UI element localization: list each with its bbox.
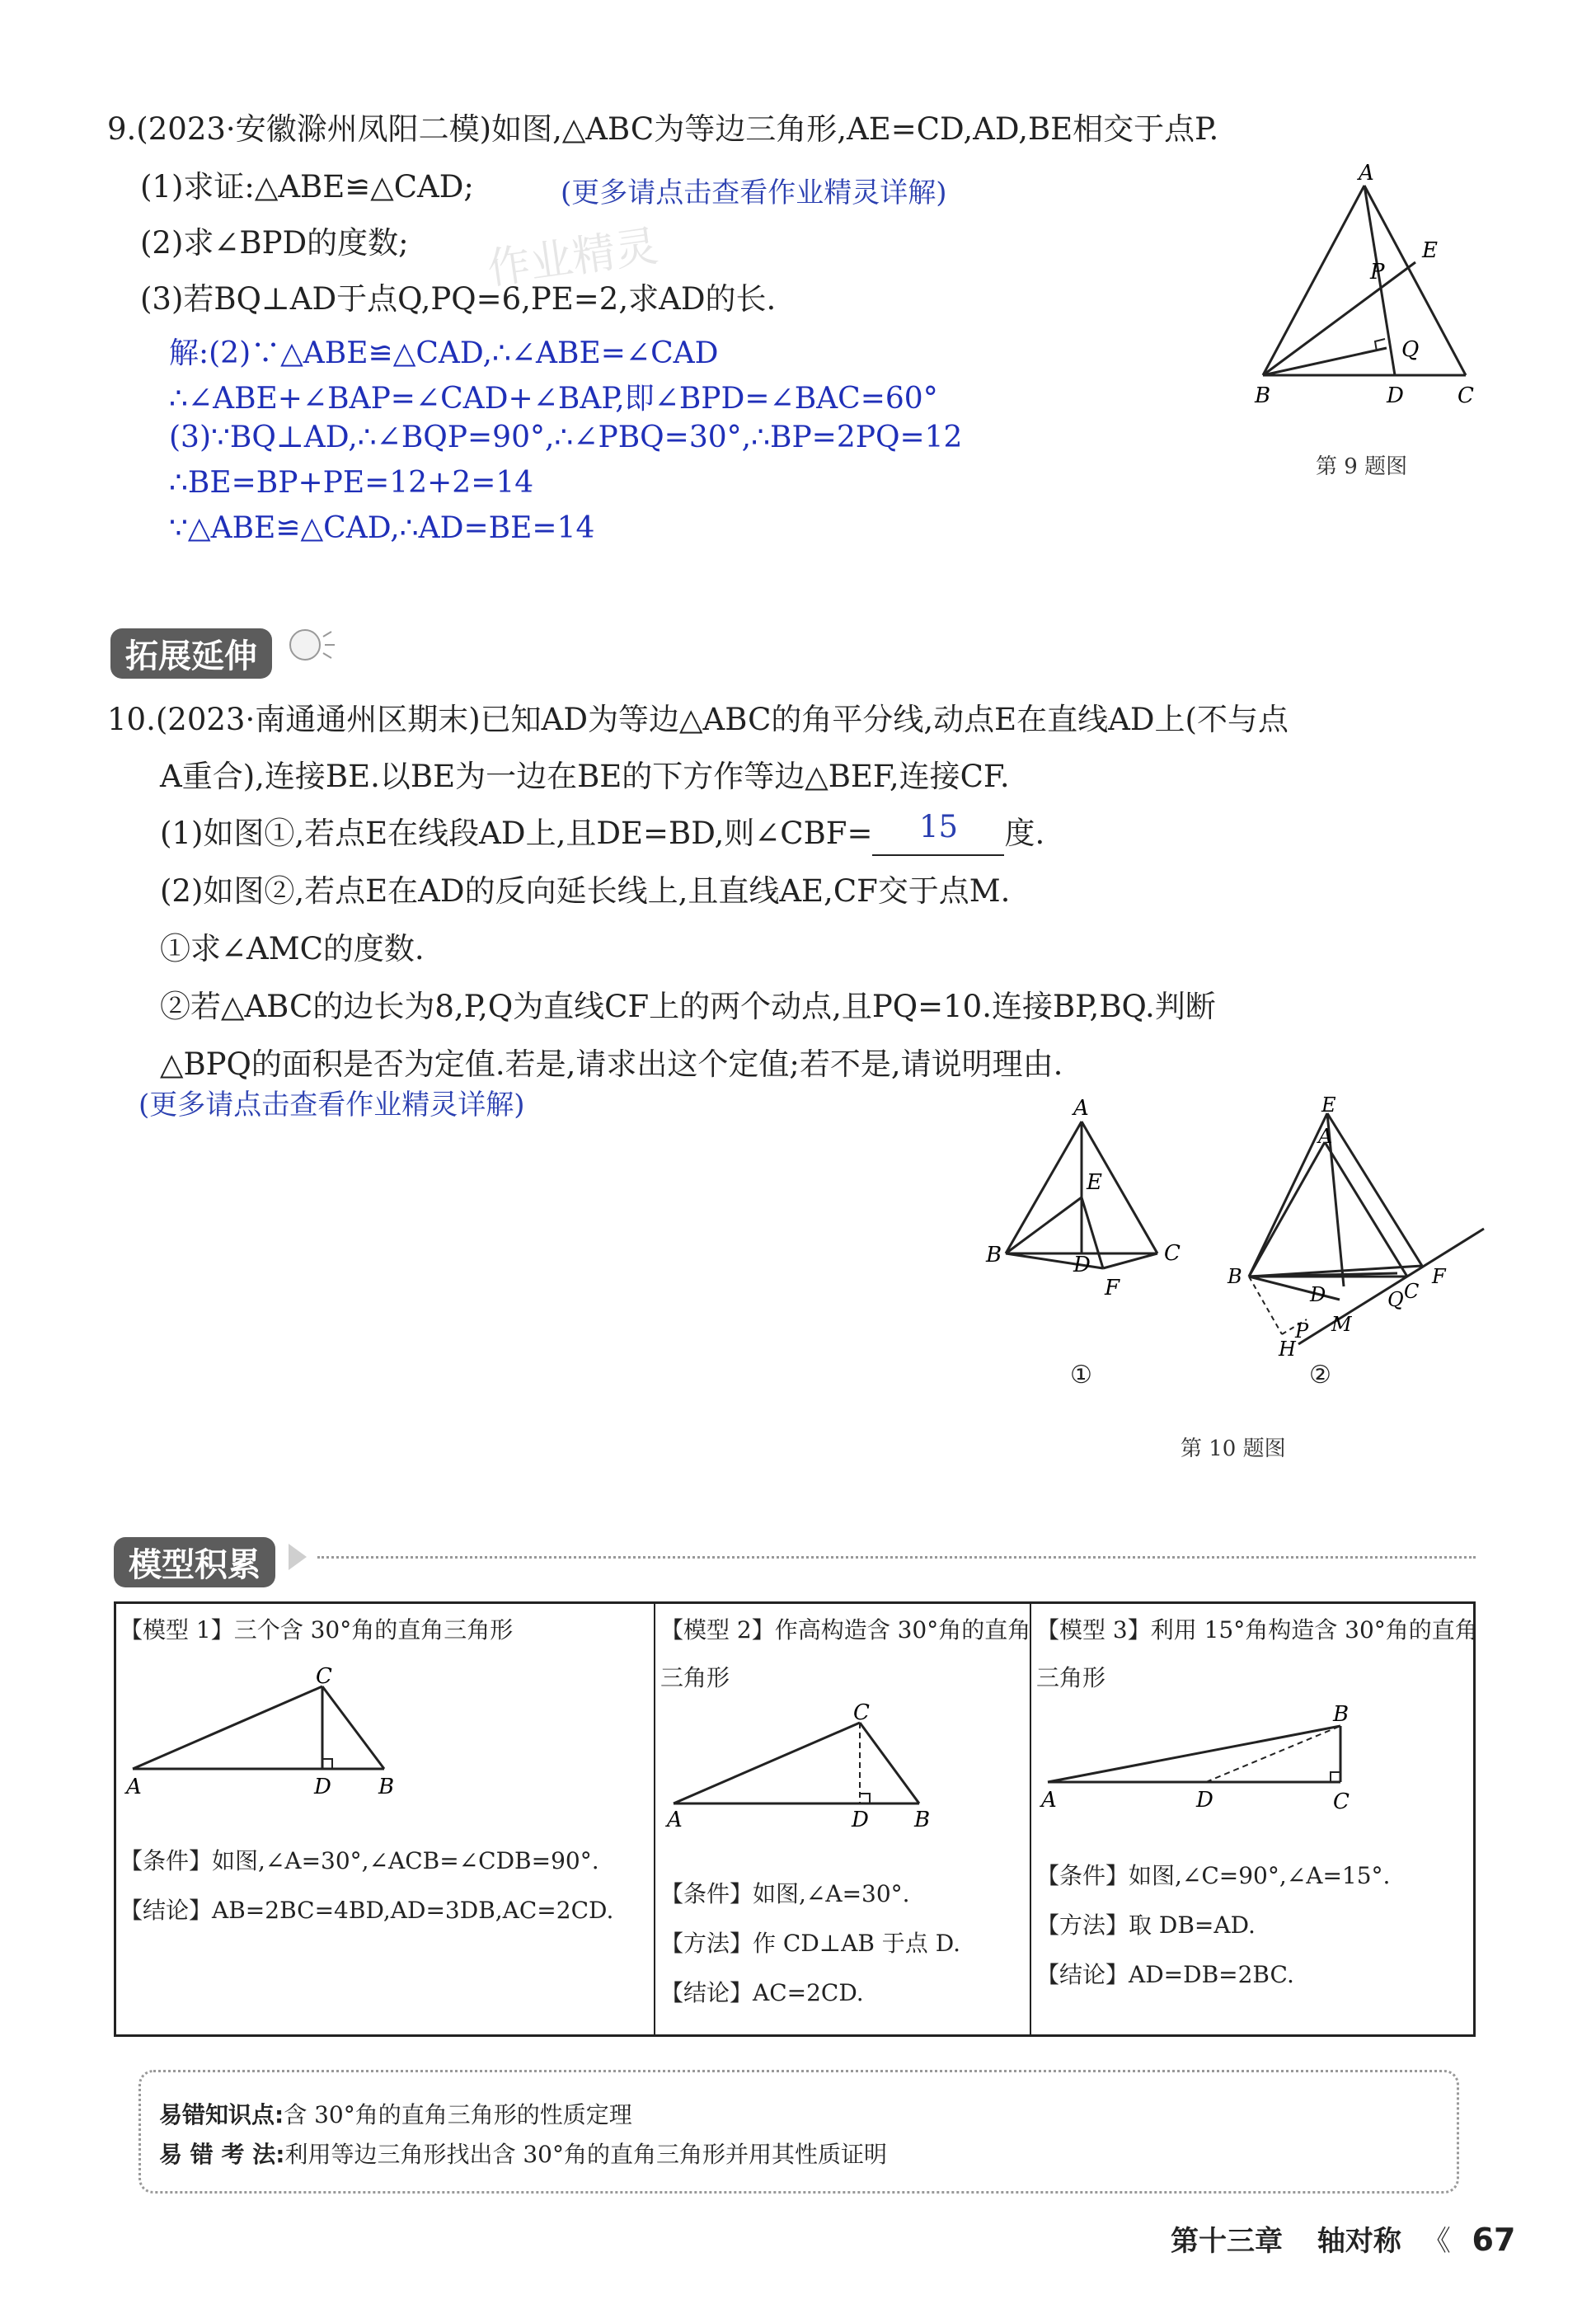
- q10-fig1-number: ①: [1070, 1361, 1092, 1390]
- q9-label-q: Q: [1401, 337, 1420, 362]
- model-3-line-3: 【结论】AD=DB=2BC.: [1036, 1961, 1294, 1988]
- notes-box: [138, 2070, 1459, 2194]
- q10-fig2-number: ②: [1309, 1361, 1331, 1390]
- q10-part1-suffix: 度.: [1004, 816, 1045, 851]
- notes-label-2: 易 错 考 法:: [159, 2141, 285, 2168]
- m1-label-d: D: [314, 1775, 331, 1799]
- model-3-title-2: 三角形: [1036, 1664, 1106, 1691]
- q9-solution-5: ∵△ABE≌△CAD,∴AD=BE=14: [169, 511, 595, 545]
- q9-stem: 9.(2023·安徽滁州凤阳二模)如图,△ABC为等边三角形,AE=CD,AD,BE相交于点P.: [107, 111, 1219, 147]
- m2-label-b: B: [914, 1808, 931, 1832]
- q9-solution-2: ∴∠ABE+∠BAP=∠CAD+∠BAP,即∠BPD=∠BAC=60°: [169, 382, 938, 416]
- model-2-line-1: 【条件】如图,∠A=30°.: [660, 1880, 910, 1907]
- q10f2-label-b: B: [1228, 1265, 1242, 1288]
- notes-line-2: [159, 2137, 887, 2170]
- m1-label-a: A: [126, 1775, 142, 1799]
- model-3-cell: [1031, 1604, 1478, 2034]
- q9-fig-side-ab: [1263, 186, 1364, 375]
- q9-label-b: B: [1255, 383, 1271, 408]
- m1-label-b: B: [378, 1775, 395, 1799]
- model-1-cell: [116, 1604, 655, 2034]
- m2-label-a: A: [667, 1808, 683, 1832]
- q10-part2-a: ①求∠AMC的度数.: [160, 931, 425, 966]
- q10f2-label-f: F: [1432, 1265, 1446, 1288]
- q10f1-label-b: B: [986, 1243, 1002, 1267]
- q10-link[interactable]: (更多请点击查看作业精灵详解): [138, 1089, 525, 1122]
- q10f2-label-p: P: [1295, 1319, 1309, 1343]
- q9-figure: [1245, 161, 1492, 412]
- q10-part1: [160, 809, 1045, 856]
- q10-part2-c: △BPQ的面积是否为定值.若是,请求出这个定值;若不是,请说明理由.: [160, 1046, 1063, 1082]
- m3-label-d: D: [1196, 1788, 1213, 1813]
- section-extend-tag: 拓展延伸: [110, 628, 272, 679]
- q10-part1-text: (1)如图①,若点E在线段AD上,且DE=BD,则∠CBF=: [160, 816, 873, 851]
- q10f2-label-e: E: [1321, 1093, 1336, 1117]
- q9-solution-3: (3)∵BQ⊥AD,∴∠BQP=90°,∴∠PBQ=30°,∴BP=2PQ=12: [169, 421, 963, 454]
- q10-stem-2: A重合),连接BE.以BE为一边在BE的下方作等边△BEF,连接CF.: [160, 759, 1010, 794]
- section-model-tag: 模型积累: [114, 1537, 275, 1587]
- q10-figure-caption: 第 10 题图: [1181, 1437, 1286, 1461]
- model-2-line-2: 【方法】作 CD⊥AB 于点 D.: [660, 1930, 961, 1957]
- q10-answer-blank: [872, 809, 1004, 856]
- m3-label-b: B: [1333, 1702, 1350, 1727]
- q9-part1-link[interactable]: (更多请点击查看作业精灵详解): [561, 176, 947, 209]
- q10f2-label-d: D: [1310, 1283, 1326, 1306]
- q10f2-label-m: M: [1331, 1313, 1352, 1336]
- q10-stem-1: 10.(2023·南通通州区期末)已知AD为等边△ABC的角平分线,动点E在直线AD上(不与点: [107, 702, 1289, 737]
- q10-part2-b: ②若△ABC的边长为8,P,Q为直线CF上的两个动点,且PQ=10.连接BP,BQ.判断: [160, 989, 1216, 1024]
- notes-label-1: 易错知识点:: [159, 2101, 284, 2128]
- section-model-divider: [317, 1556, 1476, 1559]
- watermark: 作业精灵: [484, 221, 661, 295]
- footer-topic: 轴对称: [1317, 2225, 1401, 2258]
- footer-page-number: 67: [1472, 2222, 1516, 2258]
- q9-figure-caption: 第 9 题图: [1316, 454, 1408, 479]
- model-2-cell: [655, 1604, 1031, 2034]
- q9-label-p: P: [1370, 260, 1385, 284]
- model-1-figure: [116, 1664, 528, 1799]
- q10f2-label-a: A: [1318, 1125, 1333, 1148]
- m2-label-c: C: [853, 1700, 870, 1725]
- model-3-line-1: 【条件】如图,∠C=90°,∠A=15°.: [1036, 1862, 1391, 1889]
- q10-answer: 15: [918, 809, 959, 844]
- q9-label-e: E: [1422, 238, 1438, 263]
- section-arrow-icon: [289, 1544, 307, 1570]
- notes-line-1: [159, 2097, 632, 2130]
- model-2-figure: [655, 1700, 1026, 1832]
- q10f1-label-c: C: [1164, 1241, 1181, 1266]
- q10f1-label-f: F: [1105, 1276, 1120, 1300]
- q9-part2: (2)求∠BPD的度数;: [140, 225, 409, 261]
- q10f1-label-d: D: [1073, 1253, 1091, 1277]
- q10f1-label-a: A: [1073, 1096, 1089, 1121]
- q10f2-label-q: Q: [1387, 1288, 1404, 1311]
- model-3-figure: [1031, 1702, 1476, 1827]
- model-3-title: 【模型 3】利用 15°角构造含 30°角的直角: [1036, 1616, 1478, 1643]
- model-2-line-3: 【结论】AC=2CD.: [660, 1979, 864, 2006]
- q9-part3: (3)若BQ⊥AD于点Q,PQ=6,PE=2,求AD的长.: [140, 281, 777, 317]
- m3-label-a: A: [1041, 1788, 1057, 1813]
- q9-label-d: D: [1387, 383, 1404, 408]
- model-table: [114, 1601, 1476, 2037]
- q10-figure-1: [981, 1097, 1195, 1319]
- model-2-title: 【模型 2】作高构造含 30°角的直角: [660, 1616, 1031, 1643]
- q10f2-label-h: H: [1279, 1338, 1296, 1361]
- footer-arrows-icon: 《: [1422, 2225, 1451, 2258]
- q9-solution-4: ∴BE=BP+PE=12+2=14: [169, 466, 534, 500]
- m3-label-c: C: [1333, 1789, 1350, 1814]
- model-1-line-1: 【条件】如图,∠A=30°,∠ACB=∠CDB=90°.: [120, 1847, 599, 1874]
- footer: [1171, 2218, 1515, 2259]
- model-2-title-2: 三角形: [660, 1664, 730, 1691]
- q9-label-c: C: [1458, 383, 1474, 408]
- model-1-title: 【模型 1】三个含 30°角的直角三角形: [120, 1616, 514, 1643]
- m2-label-d: D: [852, 1808, 869, 1832]
- model-3-line-2: 【方法】取 DB=AD.: [1036, 1912, 1256, 1939]
- bulb-icon: [280, 620, 346, 670]
- m1-label-c: C: [316, 1664, 332, 1689]
- q10f1-label-e: E: [1087, 1170, 1102, 1195]
- notes-text-2: 利用等边三角形找出含 30°角的直角三角形并用其性质证明: [284, 2141, 887, 2168]
- q10-figure-2: [1216, 1093, 1496, 1361]
- q10f2-label-c: C: [1404, 1280, 1420, 1303]
- footer-chapter: 第十三章: [1171, 2225, 1283, 2258]
- q9-solution-1: 解:(2)∵△ABE≌△CAD,∴∠ABE=∠CAD: [169, 336, 719, 370]
- q9-label-a: A: [1359, 161, 1374, 186]
- model-1-line-2: 【结论】AB=2BC=4BD,AD=3DB,AC=2CD.: [120, 1897, 614, 1924]
- q9-part1: (1)求证:△ABE≌△CAD;: [140, 169, 474, 205]
- notes-text-1: 含 30°角的直角三角形的性质定理: [284, 2101, 632, 2128]
- q10-part2: (2)如图②,若点E在AD的反向延长线上,且直线AE,CF交于点M.: [160, 873, 1011, 909]
